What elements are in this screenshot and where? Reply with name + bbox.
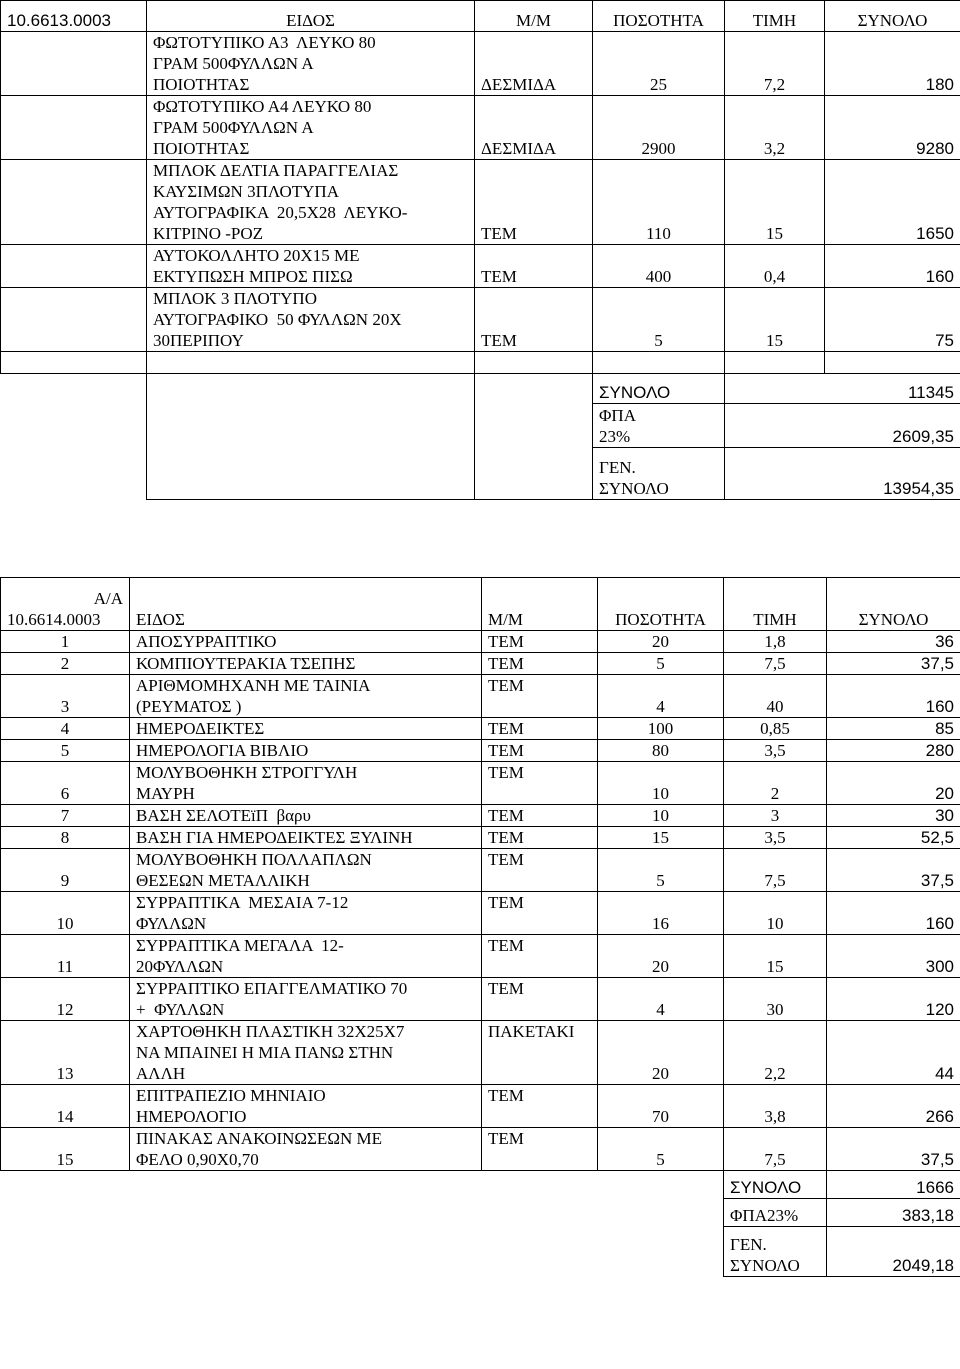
row-price: 15 xyxy=(725,288,825,352)
row-total: 37,5 xyxy=(827,1128,960,1171)
table1-body xyxy=(1,32,960,352)
row-number: 2 xyxy=(1,653,130,675)
row-number: 11 xyxy=(1,935,130,978)
row-total: 20 xyxy=(827,762,960,805)
table1-blank-cell xyxy=(147,352,475,374)
table1-blank-cell xyxy=(593,352,725,374)
table-row xyxy=(1,1021,960,1085)
table1-summary-spacer xyxy=(1,404,147,448)
table-row xyxy=(1,288,960,352)
row-description: ΑΠΟΣΥΡΡΑΠΤΙΚΟ xyxy=(130,631,482,653)
table-row xyxy=(1,631,960,653)
table1-summary-spacer xyxy=(1,448,147,500)
row-description: ΜΠΛΟΚ ΔΕΛΤΙΑ ΠΑΡΑΓΓΕΛΙΑΣ ΚΑΥΣΙΜΩΝ 3ΠΛΟΤΥΠΑ ΑΥΤΟΓΡΑΦΙΚΑ 20,5Χ28 ΛΕΥΚΟ- ΚΙΤΡΙΝΟ -ΡΟΖ xyxy=(147,160,475,245)
row-code-cell xyxy=(1,96,147,160)
row-total: 85 xyxy=(827,718,960,740)
row-unit: ΤΕΜ xyxy=(482,718,598,740)
row-price: 2,2 xyxy=(724,1021,827,1085)
table2-summary-spacer xyxy=(598,1227,724,1277)
row-quantity: 110 xyxy=(593,160,725,245)
row-total: 37,5 xyxy=(827,849,960,892)
table2-summary-spacer xyxy=(1,1199,130,1227)
row-code-cell xyxy=(1,245,147,288)
row-unit: ΔΕΣΜΙΔΑ xyxy=(475,96,593,160)
row-price: 3,5 xyxy=(724,827,827,849)
table1-code: 10.6613.0003 xyxy=(1,1,147,32)
row-price: 7,5 xyxy=(724,1128,827,1171)
row-quantity: 10 xyxy=(598,805,724,827)
row-description: ΒΑΣΗ ΓΙΑ ΗΜΕΡΟΔΕΙΚΤΕΣ ΞΥΛΙΝΗ xyxy=(130,827,482,849)
row-quantity: 25 xyxy=(593,32,725,96)
table2-header-price: ΤΙΜΗ xyxy=(724,578,827,631)
row-code-cell xyxy=(1,288,147,352)
row-unit: ΠΑΚΕΤΑΚΙ xyxy=(482,1021,598,1085)
row-total: 37,5 xyxy=(827,653,960,675)
row-total: 120 xyxy=(827,978,960,1021)
row-total: 1650 xyxy=(825,160,960,245)
row-number: 12 xyxy=(1,978,130,1021)
row-description: ΕΠΙΤΡΑΠΕΖΙΟ ΜΗΝΙΑΙΟ ΗΜΕΡΟΛΟΓΙΟ xyxy=(130,1085,482,1128)
row-quantity: 15 xyxy=(598,827,724,849)
row-description: ΑΡΙΘΜΟΜΗΧΑΝΗ ΜΕ ΤΑΙΝΙΑ (ΡΕΥΜΑΤΟΣ ) xyxy=(130,675,482,718)
row-total: 280 xyxy=(827,740,960,762)
row-number: 8 xyxy=(1,827,130,849)
table1-summary-spacer xyxy=(475,448,593,500)
row-price: 7,2 xyxy=(725,32,825,96)
row-number: 7 xyxy=(1,805,130,827)
row-price: 3,5 xyxy=(724,740,827,762)
row-quantity: 5 xyxy=(598,1128,724,1171)
row-quantity: 100 xyxy=(598,718,724,740)
row-unit: ΤΕΜ xyxy=(482,827,598,849)
row-total: 300 xyxy=(827,935,960,978)
row-unit: ΤΕΜ xyxy=(482,978,598,1021)
row-description: ΗΜΕΡΟΛΟΓΙΑ ΒΙΒΛΙΟ xyxy=(130,740,482,762)
table-row xyxy=(1,935,960,978)
row-price: 7,5 xyxy=(724,849,827,892)
table1-blank-cell xyxy=(1,352,147,374)
row-total: 180 xyxy=(825,32,960,96)
row-unit: ΤΕΜ xyxy=(482,805,598,827)
table1-header-price: ΤΙΜΗ xyxy=(725,1,825,32)
table-row xyxy=(1,32,960,96)
table1-blank-cell xyxy=(725,352,825,374)
table1-header-item: ΕΙΔΟΣ xyxy=(147,1,475,32)
row-price: 10 xyxy=(724,892,827,935)
table1-grand-label: ΓΕΝ. ΣΥΝΟΛΟ xyxy=(593,448,725,500)
table2-total-value: 1666 xyxy=(827,1171,960,1199)
row-description: ΗΜΕΡΟΔΕΙΚΤΕΣ xyxy=(130,718,482,740)
table2-summary-spacer xyxy=(598,1171,724,1199)
row-price: 7,5 xyxy=(724,653,827,675)
table1-summary-spacer xyxy=(147,448,475,500)
row-quantity: 70 xyxy=(598,1085,724,1128)
row-quantity: 5 xyxy=(593,288,725,352)
table-row xyxy=(1,718,960,740)
row-number: 13 xyxy=(1,1021,130,1085)
row-unit: ΤΕΜ xyxy=(482,653,598,675)
table2-total-label: ΣΥΝΟΛΟ xyxy=(724,1171,827,1199)
row-unit: ΤΕΜ xyxy=(482,1085,598,1128)
row-unit: ΤΕΜ xyxy=(482,1128,598,1171)
row-total: 160 xyxy=(827,892,960,935)
row-quantity: 10 xyxy=(598,762,724,805)
table1-summary-spacer xyxy=(475,374,593,404)
row-total: 266 xyxy=(827,1085,960,1128)
row-quantity: 5 xyxy=(598,849,724,892)
row-quantity: 20 xyxy=(598,1021,724,1085)
table-row xyxy=(1,1085,960,1128)
row-unit: ΤΕΜ xyxy=(482,849,598,892)
table-row xyxy=(1,805,960,827)
row-unit: ΤΕΜ xyxy=(482,935,598,978)
table2-summary-spacer xyxy=(1,1227,130,1277)
table2-vat-label: ΦΠΑ23% xyxy=(724,1199,827,1227)
row-description: ΣΥΡΡΑΠΤΙΚΟ ΕΠΑΓΓΕΛΜΑΤΙΚΟ 70 + ΦΥΛΛΩΝ xyxy=(130,978,482,1021)
table1-total-label: ΣΥΝΟΛΟ xyxy=(593,374,725,404)
table2-header-item: ΕΙΔΟΣ xyxy=(130,578,482,631)
table2-summary-spacer xyxy=(130,1227,482,1277)
row-total: 30 xyxy=(827,805,960,827)
table1-header-total: ΣΥΝΟΛΟ xyxy=(825,1,960,32)
table-row xyxy=(1,1128,960,1171)
row-number: 5 xyxy=(1,740,130,762)
row-price: 0,85 xyxy=(724,718,827,740)
table1-grand-value: 13954,35 xyxy=(725,448,960,500)
table1-blank-cell xyxy=(825,352,960,374)
row-description: ΚΟΜΠΙΟΥΤΕΡΑΚΙΑ ΤΣΕΠΗΣ xyxy=(130,653,482,675)
row-unit: ΤΕΜ xyxy=(482,675,598,718)
row-total: 75 xyxy=(825,288,960,352)
table1-total-value: 11345 xyxy=(725,374,960,404)
row-description: ΣΥΡΡΑΠΤΙΚΑ ΜΕΓΑΛΑ 12- 20ΦΥΛΛΩΝ xyxy=(130,935,482,978)
row-price: 15 xyxy=(725,160,825,245)
row-description: ΜΠΛΟΚ 3 ΠΛΟΤΥΠΟ ΑΥΤΟΓΡΑΦΙΚΟ 50 ΦΥΛΛΩΝ 20Χ 30ΠΕΡΙΠΟΥ xyxy=(147,288,475,352)
row-quantity: 20 xyxy=(598,935,724,978)
table2-summary-spacer xyxy=(482,1199,598,1227)
table-row xyxy=(1,762,960,805)
table2-summary-spacer xyxy=(598,1199,724,1227)
table-row xyxy=(1,978,960,1021)
table-row xyxy=(1,892,960,935)
table2-header-unit: Μ/Μ xyxy=(482,578,598,631)
row-number: 1 xyxy=(1,631,130,653)
row-unit: ΤΕΜ xyxy=(482,631,598,653)
row-quantity: 4 xyxy=(598,978,724,1021)
row-description: ΦΩΤΟΤΥΠΙΚΟ Α3 ΛΕΥΚΟ 80 ΓΡΑΜ 500ΦΥΛΛΩΝ Α ΠΟΙΟΤΗΤΑΣ xyxy=(147,32,475,96)
table2-grand-value: 2049,18 xyxy=(827,1227,960,1277)
row-quantity: 2900 xyxy=(593,96,725,160)
table-row xyxy=(1,740,960,762)
row-description: ΜΟΛΥΒΟΘΗΚΗ ΠΟΛΛΑΠΛΩΝ ΘΕΣΕΩΝ ΜΕΤΑΛΛΙΚΗ xyxy=(130,849,482,892)
row-price: 15 xyxy=(724,935,827,978)
table-row xyxy=(1,827,960,849)
row-unit: ΔΕΣΜΙΔΑ xyxy=(475,32,593,96)
row-number: 4 xyxy=(1,718,130,740)
row-price: 40 xyxy=(724,675,827,718)
table1-summary-spacer xyxy=(475,404,593,448)
row-total: 9280 xyxy=(825,96,960,160)
table2-grand-label: ΓΕΝ. ΣΥΝΟΛΟ xyxy=(724,1227,827,1277)
row-number: 9 xyxy=(1,849,130,892)
row-price: 1,8 xyxy=(724,631,827,653)
row-code-cell xyxy=(1,160,147,245)
row-quantity: 400 xyxy=(593,245,725,288)
row-price: 3,8 xyxy=(724,1085,827,1128)
row-price: 30 xyxy=(724,978,827,1021)
row-code-cell xyxy=(1,32,147,96)
row-quantity: 20 xyxy=(598,631,724,653)
order-table-1 xyxy=(0,0,960,500)
row-number: 14 xyxy=(1,1085,130,1128)
table2-body xyxy=(1,631,960,1171)
table2-header-qty: ΠΟΣΟΤΗΤΑ xyxy=(598,578,724,631)
row-description: ΑΥΤΟΚΟΛΛΗΤΟ 20Χ15 ΜΕ ΕΚΤΥΠΩΣΗ ΜΠΡΟΣ ΠΙΣΩ xyxy=(147,245,475,288)
table-row xyxy=(1,653,960,675)
row-total: 160 xyxy=(827,675,960,718)
row-quantity: 4 xyxy=(598,675,724,718)
row-number: 10 xyxy=(1,892,130,935)
row-number: 3 xyxy=(1,675,130,718)
row-total: 44 xyxy=(827,1021,960,1085)
row-description: ΠΙΝΑΚΑΣ ΑΝΑΚΟΙΝΩΣΕΩΝ ΜΕ ΦΕΛΟ 0,90Χ0,70 xyxy=(130,1128,482,1171)
table1-vat-value: 2609,35 xyxy=(725,404,960,448)
row-unit: ΤΕΜ xyxy=(475,288,593,352)
row-unit: ΤΕΜ xyxy=(482,762,598,805)
table-row xyxy=(1,96,960,160)
row-quantity: 5 xyxy=(598,653,724,675)
row-description: ΦΩΤΟΤΥΠΙΚΟ Α4 ΛΕΥΚΟ 80 ΓΡΑΜ 500ΦΥΛΛΩΝ Α ΠΟΙΟΤΗΤΑΣ xyxy=(147,96,475,160)
row-unit: ΤΕΜ xyxy=(482,892,598,935)
row-quantity: 80 xyxy=(598,740,724,762)
row-description: ΜΟΛΥΒΟΘΗΚΗ ΣΤΡΟΓΓΥΛΗ ΜΑΥΡΗ xyxy=(130,762,482,805)
row-description: ΧΑΡΤΟΘΗΚΗ ΠΛΑΣΤΙΚΗ 32Χ25Χ7 ΝΑ ΜΠΑΙΝΕΙ Η ΜΙΑ ΠΑΝΩ ΣΤΗΝ ΑΛΛΗ xyxy=(130,1021,482,1085)
table2-summary-spacer xyxy=(482,1171,598,1199)
row-total: 36 xyxy=(827,631,960,653)
table2-vat-value: 383,18 xyxy=(827,1199,960,1227)
table1-header-unit: Μ/Μ xyxy=(475,1,593,32)
table1-summary-spacer xyxy=(1,374,147,404)
table2-header-total: ΣΥΝΟΛΟ xyxy=(827,578,960,631)
table-row xyxy=(1,675,960,718)
order-table-2 xyxy=(0,577,960,1277)
row-price: 0,4 xyxy=(725,245,825,288)
table1-header-qty: ΠΟΣΟΤΗΤΑ xyxy=(593,1,725,32)
table2-aa-header: Α/Α 10.6614.0003 xyxy=(1,578,130,631)
row-description: ΣΥΡΡΑΠΤΙΚΑ ΜΕΣΑΙΑ 7-12 ΦΥΛΛΩΝ xyxy=(130,892,482,935)
table-row xyxy=(1,160,960,245)
row-total: 52,5 xyxy=(827,827,960,849)
row-price: 2 xyxy=(724,762,827,805)
table1-summary-spacer xyxy=(147,404,475,448)
row-total: 160 xyxy=(825,245,960,288)
row-price: 3 xyxy=(724,805,827,827)
table-row xyxy=(1,245,960,288)
row-description: ΒΑΣΗ ΣΕΛΟΤΕïΠ βαρυ xyxy=(130,805,482,827)
table-row xyxy=(1,849,960,892)
table1-blank-cell xyxy=(475,352,593,374)
row-unit: ΤΕΜ xyxy=(475,245,593,288)
row-number: 6 xyxy=(1,762,130,805)
table2-summary-spacer xyxy=(482,1227,598,1277)
row-unit: ΤΕΜ xyxy=(475,160,593,245)
table2-summary-spacer xyxy=(130,1199,482,1227)
table2-summary-spacer xyxy=(1,1171,130,1199)
row-price: 3,2 xyxy=(725,96,825,160)
table1-summary-spacer xyxy=(147,374,475,404)
row-number: 15 xyxy=(1,1128,130,1171)
table2-summary-spacer xyxy=(130,1171,482,1199)
row-unit: ΤΕΜ xyxy=(482,740,598,762)
row-quantity: 16 xyxy=(598,892,724,935)
table1-vat-label: ΦΠΑ 23% xyxy=(593,404,725,448)
